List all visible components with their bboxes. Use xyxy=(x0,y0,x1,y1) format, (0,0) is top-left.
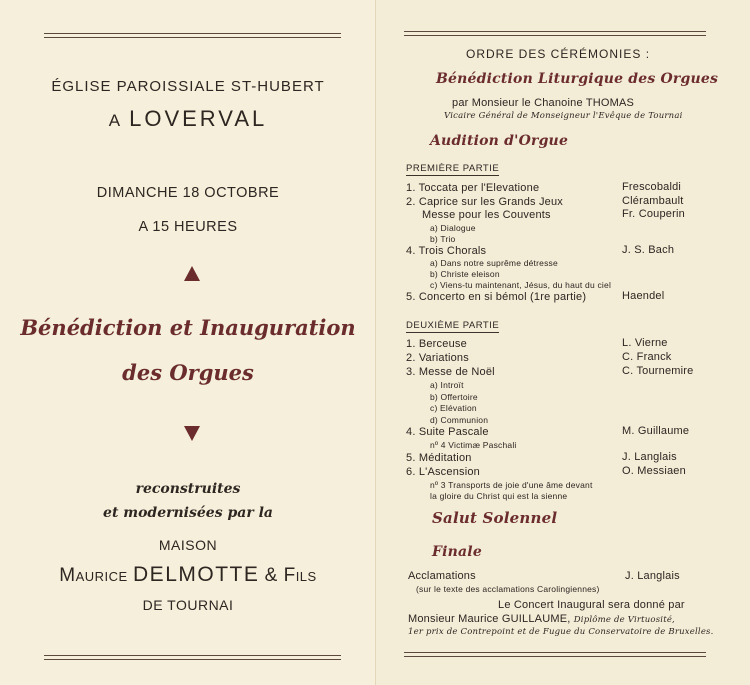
place-name: LOVERVAL xyxy=(129,106,268,131)
triangle-up-icon xyxy=(184,266,200,281)
program-item-composer: C. Tournemire xyxy=(622,365,694,377)
event-title-line1: Bénédiction et Inauguration xyxy=(20,315,356,340)
program-item-composer: J. S. Bach xyxy=(622,243,675,256)
house-label: MAISON xyxy=(158,537,218,553)
blessing-title: Bénédiction Liturgique des Orgues xyxy=(436,71,719,87)
program-item-composer: C. Franck xyxy=(622,351,672,363)
program-item-composer: J. Langlais xyxy=(622,450,677,463)
blessing-by: par Monsieur le Chanoine THOMAS xyxy=(452,97,635,109)
place-line xyxy=(0,106,376,132)
program-item-title: 1. Toccata per l'Elevatione xyxy=(406,182,540,194)
concert-performer-line xyxy=(408,613,675,625)
salut-title: Salut Solennel xyxy=(432,509,558,527)
program-item-title: 4. Suite Pascale xyxy=(406,426,489,438)
rebuilt-line2: et modernisées par la xyxy=(103,505,273,521)
program-item-title: 6. L'Ascension xyxy=(406,465,480,478)
part2-title: DEUXIÈME PARTIE xyxy=(406,320,500,331)
acclamations-note: (sur le texte des acclamations Carolingiennes) xyxy=(416,584,600,594)
bottom-rule-right xyxy=(404,652,706,657)
maker-suffix: & Fils xyxy=(264,565,317,586)
top-rule-right xyxy=(404,31,706,36)
program-item-composer: Haendel xyxy=(622,290,665,302)
program-item-composer: Frescobaldi xyxy=(622,181,682,193)
program-subitem: a) Introït xyxy=(430,380,464,390)
program-item-title: 2. Caprice sur les Grands Jeux xyxy=(406,195,564,208)
bottom-rule xyxy=(44,655,341,660)
right-panel xyxy=(376,0,750,685)
program-subitem: a) Dans notre suprême détresse xyxy=(430,258,558,268)
top-rule xyxy=(44,33,341,38)
program-item-title: 2. Variations xyxy=(406,352,469,364)
rebuilt-line1: reconstruites xyxy=(135,481,241,497)
concert-diploma: Diplôme de Virtuosité, xyxy=(573,615,675,625)
program-item-title: 5. Méditation xyxy=(406,451,472,464)
program-item-title: 1. Berceuse xyxy=(406,338,467,350)
place-prefix: A xyxy=(108,111,124,130)
blessing-role: Vicaire Général de Monseigneur l'Evêque de Tournai xyxy=(444,111,683,121)
program-subitem: la gloire du Christ qui est la sienne xyxy=(430,491,568,501)
program-item-composer: L. Vierne xyxy=(622,337,668,349)
triangle-down-icon xyxy=(184,426,200,441)
program-item-title: Messe pour les Couvents xyxy=(422,209,551,221)
church-name: ÉGLISE PAROISSIALE ST-HUBERT xyxy=(51,78,325,95)
program-subitem: b) Trio xyxy=(430,233,456,244)
program-subitem: d) Communion xyxy=(430,414,489,425)
program-subitem: a) Dialogue xyxy=(430,222,476,233)
program-item-composer: M. Guillaume xyxy=(622,425,690,437)
program-subitem: nº 4 Victimæ Paschali xyxy=(430,440,517,450)
part1-title: PREMIÈRE PARTIE xyxy=(406,163,500,174)
event-date: DIMANCHE 18 OCTOBRE xyxy=(96,185,280,201)
program-subitem: c) Elévation xyxy=(430,403,477,413)
concert-prize: 1er prix de Contrepoint et de Fugue du Conservatoire de Bruxelles. xyxy=(408,627,714,637)
program-item-title: 3. Messe de Noël xyxy=(406,366,495,378)
finale-title: Finale xyxy=(432,544,482,560)
event-title-line2: des Orgues xyxy=(122,360,254,385)
program-subitem: nº 3 Transports de joie d'une âme devant xyxy=(430,479,593,490)
event-time: A 15 HEURES xyxy=(138,219,238,235)
program-subitem: b) Christe eleison xyxy=(430,269,500,279)
acclamations-title: Acclamations xyxy=(408,570,476,582)
maker-last: DELMOTTE xyxy=(133,563,260,586)
program-item-composer: Fr. Couperin xyxy=(622,208,685,220)
audition-title: Audition d'Orgue xyxy=(430,133,569,149)
program-item-composer: O. Messiaen xyxy=(622,464,686,477)
maker-name xyxy=(0,563,376,587)
program-item-title: 4. Trois Chorals xyxy=(406,244,487,257)
maker-first: Maurice xyxy=(59,565,128,586)
program-subitem: c) Viens-tu maintenant, Jésus, du haut du ciel xyxy=(430,280,612,290)
concert-performer: Monsieur Maurice GUILLAUME, xyxy=(408,613,571,625)
program-item-title: 5. Concerto en si bémol (1re partie) xyxy=(406,291,587,303)
program-subitem: b) Offertoire xyxy=(430,391,478,402)
order-title: ORDRE DES CÉRÉMONIES : xyxy=(466,47,651,61)
acclamations-composer: J. Langlais xyxy=(625,570,680,582)
program-item-composer: Clérambault xyxy=(622,194,684,207)
concert-line1: Le Concert Inaugural sera donné par xyxy=(498,599,685,611)
maker-city: DE TOURNAI xyxy=(142,597,234,613)
